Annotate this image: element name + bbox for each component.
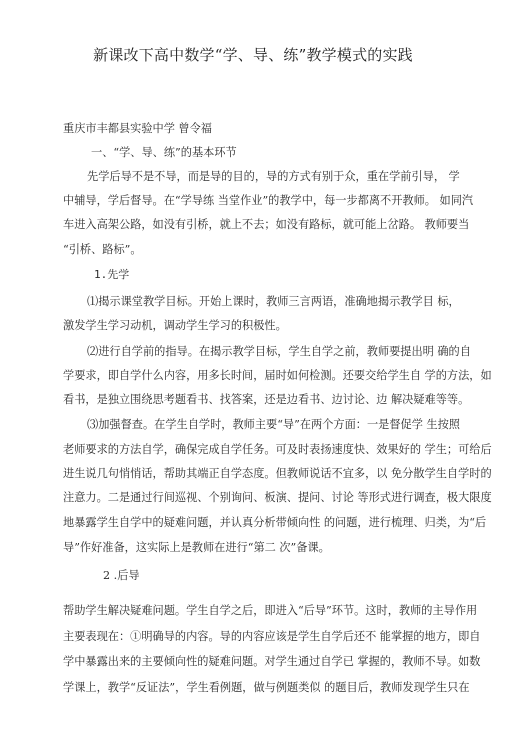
section-heading-pre-study: 1.先学 [94,268,130,281]
page-title: 新课改下高中数学“学、导、练”教学模式的实践 [93,46,413,64]
text-line: 激发学生学习动机，调动学生学习的积极性。 [63,319,287,332]
heading-basic-steps: 一、“学、导、练”的基本环节 [91,146,237,159]
text-line: 注意力。二是通过行间巡视、个别询问、板演、提问、讨论 等形式进行调查，极大限度 [63,491,492,504]
text-line: 进生说几句悄悄话，帮助其端正自学态度。但教师说话不宜多，以 免分散学生自学时的 [63,467,492,480]
text-line: 主要表现在：①明确导的内容。导的内容应该是学生自学后还不 能掌握的地方，即自 [63,630,481,643]
text-line: 学中暴露出来的主要倾向性的疑难问题。对学生通过自学已 掌握的，教师不导。如数 [63,655,481,668]
text-line: ⑴揭示课堂教学目标。开始上课时，教师三言两语，准确地揭示教学目 标， [87,295,460,308]
text-line: 先学后导不是不导，而是导的目的，导的方式有别于众，重在学前引导， 学 [87,170,460,183]
text-line: ⑶加强督查。在学生自学时，教师主要“导”在两个方面：一是督促学 生按照 [87,418,460,431]
text-line: 导”作好准备，这实际上是教师在进行“第二 次”备课。 [63,541,330,554]
text-line: 中辅导，学后督导。在“学导练 当堂作业”的教学中，每一步都离不开教师。 如同汽 [63,194,474,207]
text-line: 帮助学生解决疑难问题。学生自学之后，即进入“后导”环节。这时，教师的主导作用 [63,604,478,617]
text-line: 地暴露学生自学中的疑难问题，并认真分析带倾向性 的问题，进行梳理、归类，为“后 [63,516,487,529]
text-line: 看书，是独立围绕思考题看书、找答案，还是边看书、边讨论、边 解决疑难等等。 [63,393,470,406]
section-heading-post-guidance: 2 .后导 [103,569,140,582]
text-line: “引桥、路标”。 [63,243,142,256]
author-line: 重庆市丰都县实验中学 曾令福 [63,122,212,135]
text-line: 学课上，教学“反证法”，学生看例题，做与例题类似 的题目后，教师发现学生只在 [63,681,470,694]
text-line: 车进入高架公路，如没有引桥，就上不去；如没有路标，就可能上岔路。 教师要当 [63,218,470,231]
text-line: ⑵进行自学前的指导。在揭示教学目标，学生自学之前，教师要提出明 确的自 [87,345,471,358]
text-line: 学要求，即自学什么内容，用多长时间，届时如何检测。还要交给学生自 学的方法，如 [63,369,492,382]
text-line: 老师要求的方法自学，确保完成自学任务。可及时表扬速度快、效果好的 学生；可给后 [63,443,492,456]
